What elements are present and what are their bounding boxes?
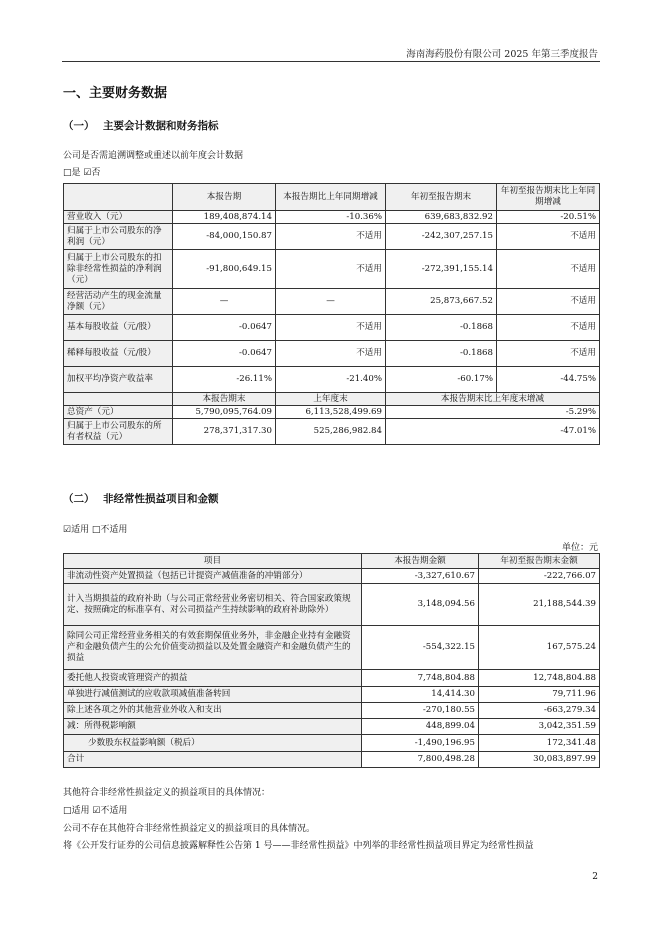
table-cell: -0.1868 xyxy=(386,315,497,341)
table-cell: 639,683,832.92 xyxy=(386,211,497,224)
table-cell: 不适用 xyxy=(497,341,600,367)
table-cell: 189,408,874.14 xyxy=(173,211,276,224)
table-row xyxy=(64,367,600,393)
table-row xyxy=(64,250,600,289)
table-cell: -10.36% xyxy=(276,211,386,224)
table-row xyxy=(64,687,600,703)
table-cell: -20.51% xyxy=(497,211,600,224)
table-cell: — xyxy=(173,289,276,315)
table-cell: -272,391,155.14 xyxy=(386,250,497,289)
subsection-2-heading xyxy=(63,491,219,506)
table-header-row-2 xyxy=(64,393,600,406)
table-row xyxy=(64,224,600,250)
page-header: 海南海药股份有限公司 2025 年第三季度报告 xyxy=(406,49,598,60)
no-other-items-text: 公司不存在其他符合非经常性损益定义的损益项目的具体情况。 xyxy=(63,824,316,834)
table-cell: 30,083,897.99 xyxy=(479,752,600,768)
table-cell: -0.1868 xyxy=(386,341,497,367)
header-cell: 本报告期 xyxy=(173,184,276,211)
table-header-row xyxy=(64,184,600,211)
row-label: 单独进行减值测试的应收款项减值准备转回 xyxy=(64,687,362,703)
table-cell: 6,113,528,499.69 xyxy=(276,406,386,419)
row-label: 除同公司正常经营业务相关的有效套期保值业务外，非金融企业持有金融资产和金融负债产生的公允价值变动损益以及处置金融资产和金融负债产生的损益 xyxy=(64,626,362,670)
row-label: 稀释每股收益（元/股） xyxy=(64,341,173,367)
table-cell: -554,322.15 xyxy=(362,626,479,670)
row-label: 加权平均净资产收益率 xyxy=(64,367,173,393)
table-cell: 不适用 xyxy=(276,315,386,341)
subsection-1-title: 主要会计数据和财务指标 xyxy=(103,120,219,132)
table-cell: 7,800,498.28 xyxy=(362,752,479,768)
row-label: 归属于上市公司股东的扣除非经常性损益的净利润（元） xyxy=(64,250,173,289)
table-cell: 525,286,982.84 xyxy=(276,419,386,445)
table-cell: -60.17% xyxy=(386,367,497,393)
row-label: 经营活动产生的现金流量净额（元） xyxy=(64,289,173,315)
row-label: 归属于上市公司股东的净利润（元） xyxy=(64,224,173,250)
table-row xyxy=(64,719,600,735)
table-row xyxy=(64,419,600,445)
table-row xyxy=(64,406,600,419)
table-cell: 不适用 xyxy=(497,289,600,315)
table-cell: -3,327,610.67 xyxy=(362,569,479,584)
other-definition-text: 其他符合非经常性损益定义的损益项目的具体情况： xyxy=(63,788,271,798)
table-cell: -0.0647 xyxy=(173,315,276,341)
table-cell: 3,148,094.56 xyxy=(362,584,479,626)
table-cell: 167,575.24 xyxy=(479,626,600,670)
row-label: 基本每股收益（元/股） xyxy=(64,315,173,341)
table-row xyxy=(64,289,600,315)
table-cell: -26.11% xyxy=(173,367,276,393)
subsection-1-heading xyxy=(63,118,219,133)
note-text: 将《公开发行证券的公司信息披露解释性公告第 1 号——非经常性损益》中列举的非经常性损益项目界定为经常性损益 xyxy=(63,841,534,851)
table-cell: 不适用 xyxy=(497,315,600,341)
unit-label: 单位：元 xyxy=(561,543,598,553)
table-cell: -1,490,196.95 xyxy=(362,735,479,752)
header-cell: 项目 xyxy=(64,554,362,569)
table-cell: 7,748,804.88 xyxy=(362,670,479,687)
table-cell: 不适用 xyxy=(276,341,386,367)
table-cell: 不适用 xyxy=(276,250,386,289)
table-cell: 不适用 xyxy=(276,224,386,250)
applicable-options: ☑适用 □不适用 xyxy=(63,525,128,535)
header-cell: 年初至报告期末金额 xyxy=(479,554,600,569)
table-cell: -21.40% xyxy=(276,367,386,393)
table-row xyxy=(64,341,600,367)
table-cell: 14,414.30 xyxy=(362,687,479,703)
header-cell: 年初至报告期末 xyxy=(386,184,497,211)
applicable-options-2: □适用 ☑不适用 xyxy=(63,806,128,816)
key-financials-table xyxy=(63,183,600,445)
table-row xyxy=(64,735,600,752)
page-number: 2 xyxy=(592,872,598,882)
table-cell: — xyxy=(276,289,386,315)
table-row xyxy=(64,703,600,719)
table-cell: 21,188,544.39 xyxy=(479,584,600,626)
table-cell: -44.75% xyxy=(497,367,600,393)
table-row xyxy=(64,211,600,224)
subsection-2-number: （二） xyxy=(63,493,95,505)
table-row xyxy=(64,569,600,584)
table-cell: 79,711.96 xyxy=(479,687,600,703)
table-cell: -222,766.07 xyxy=(479,569,600,584)
table-cell: -47.01% xyxy=(386,419,600,445)
row-label: 营业收入（元） xyxy=(64,211,173,224)
table-cell: 172,341.48 xyxy=(479,735,600,752)
table-cell: 25,873,667.52 xyxy=(386,289,497,315)
restate-question: 公司是否需追溯调整或重述以前年度会计数据 xyxy=(63,151,244,161)
subsection-1-number: （一） xyxy=(63,120,95,132)
header-cell: 本报告期末 xyxy=(173,393,276,406)
header-cell xyxy=(64,393,173,406)
header-cell: 本报告期金额 xyxy=(362,554,479,569)
table-row xyxy=(64,584,600,626)
table-cell: 不适用 xyxy=(497,250,600,289)
header-cell: 本报告期末比上年度末增减 xyxy=(386,393,600,406)
table-row xyxy=(64,626,600,670)
restate-options: □是 ☑否 xyxy=(63,168,101,178)
table-cell: 5,790,095,764.09 xyxy=(173,406,276,419)
header-cell: 年初至报告期末比上年同期增减 xyxy=(497,184,600,211)
table-cell: -270,180.55 xyxy=(362,703,479,719)
table-cell: -91,800,649.15 xyxy=(173,250,276,289)
row-label: 委托他人投资或管理资产的损益 xyxy=(64,670,362,687)
row-label: 归属于上市公司股东的所有者权益（元） xyxy=(64,419,173,445)
table-cell: -0.0647 xyxy=(173,341,276,367)
row-label: 非流动性资产处置损益（包括已计提资产减值准备的冲销部分） xyxy=(64,569,362,584)
row-label: 合计 xyxy=(64,752,362,768)
table-row xyxy=(64,670,600,687)
table-cell: 448,899.04 xyxy=(362,719,479,735)
table-cell: -663,279.34 xyxy=(479,703,600,719)
header-divider xyxy=(62,61,600,62)
subsection-2-title: 非经常性损益项目和金额 xyxy=(103,493,219,505)
header-cell: 上年度末 xyxy=(276,393,386,406)
table-header-row xyxy=(64,554,600,569)
header-cell xyxy=(64,184,173,211)
table-cell: 12,748,804.88 xyxy=(479,670,600,687)
row-label: 少数股东权益影响额（税后） xyxy=(64,735,362,752)
header-cell: 本报告期比上年同期增减 xyxy=(276,184,386,211)
table-cell: -5.29% xyxy=(386,406,600,419)
table-cell: 3,042,351.59 xyxy=(479,719,600,735)
row-label: 减：所得税影响额 xyxy=(64,719,362,735)
table-cell: -242,307,257.15 xyxy=(386,224,497,250)
table-row xyxy=(64,315,600,341)
row-label: 除上述各项之外的其他营业外收入和支出 xyxy=(64,703,362,719)
table-cell: 278,371,317.30 xyxy=(173,419,276,445)
non-recurring-items-table xyxy=(63,553,600,768)
row-label: 计入当期损益的政府补助（与公司正常经营业务密切相关、符合国家政策规定、按照确定的标准享有、对公司损益产生持续影响的政府补助除外） xyxy=(64,584,362,626)
section-title: 一、主要财务数据 xyxy=(63,86,168,101)
table-cell: -84,000,150.87 xyxy=(173,224,276,250)
row-label: 总资产（元） xyxy=(64,406,173,419)
table-cell: 不适用 xyxy=(497,224,600,250)
table-total-row xyxy=(64,752,600,768)
